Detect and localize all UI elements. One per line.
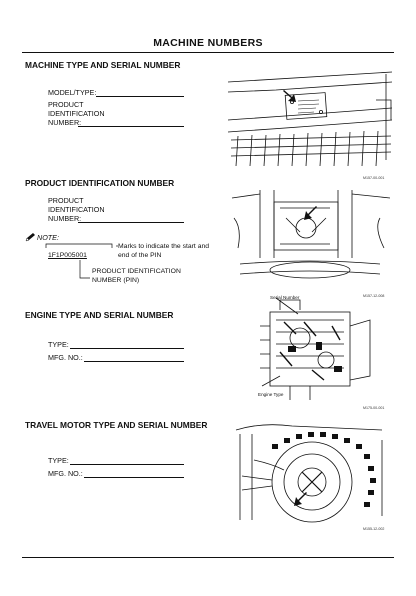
travel-mfg-label: MFG. NO.: [48,469,83,478]
note-label: NOTE: [37,233,59,242]
figure-code-engine: M175-00-001 [363,406,385,410]
marks-text-line2: end of the PIN [118,252,162,259]
machine-plate-figure [226,70,394,174]
section-title-engine: ENGINE TYPE AND SERIAL NUMBER [25,310,174,320]
figure-code-pin: M157-12-008 [363,294,385,298]
serial-number-label: Serial Number [270,295,300,300]
pin-label-line2: IDENTIFICATION [48,109,105,118]
arrow-icon [294,492,307,506]
pin-caption-line1: PRODUCT IDENTIFICATION [92,268,181,275]
bottom-rule [22,557,394,558]
travel-type-field[interactable] [70,464,184,465]
pin-caption-line2: NUMBER (PIN) [92,277,140,284]
boom-pin-figure [230,188,392,292]
figure-code-travel: M155-12-002 [363,527,385,531]
figure-code-machine: M157-00-001 [363,176,385,180]
pin2-label-line1: PRODUCT [48,196,84,205]
engine-mfg-field[interactable] [84,361,184,362]
model-type-field[interactable] [96,96,184,97]
pin-example: 1F1P005001 [48,252,87,259]
pin-field[interactable] [78,126,184,127]
travel-motor-figure [232,420,392,524]
engine-figure [240,296,390,404]
pin2-label-line3: NUMBER: [48,214,82,223]
engine-type-field[interactable] [70,348,184,349]
engine-mfg-label: MFG. NO.: [48,353,83,362]
marks-text-line1: Marks to indicate the start and [118,243,210,250]
section-title-travel: TRAVEL MOTOR TYPE AND SERIAL NUMBER [25,420,208,430]
pin2-label-line2: IDENTIFICATION [48,205,105,214]
section-title-machine: MACHINE TYPE AND SERIAL NUMBER [25,60,181,70]
model-type-label: MODEL/TYPE: [48,88,97,97]
travel-type-label: TYPE: [48,456,69,465]
travel-mfg-field[interactable] [84,477,184,478]
page-title: MACHINE NUMBERS [153,37,263,49]
pencil-icon [25,232,37,242]
pin2-field[interactable] [78,222,184,223]
pin-label-line1: PRODUCT [48,100,84,109]
section-title-pin: PRODUCT IDENTIFICATION NUMBER [25,178,175,188]
pin-label-line3: NUMBER: [48,118,82,127]
top-rule [22,52,394,53]
engine-type-label: TYPE: [48,340,69,349]
engine-type-figure-label: Engine Type [258,392,284,397]
